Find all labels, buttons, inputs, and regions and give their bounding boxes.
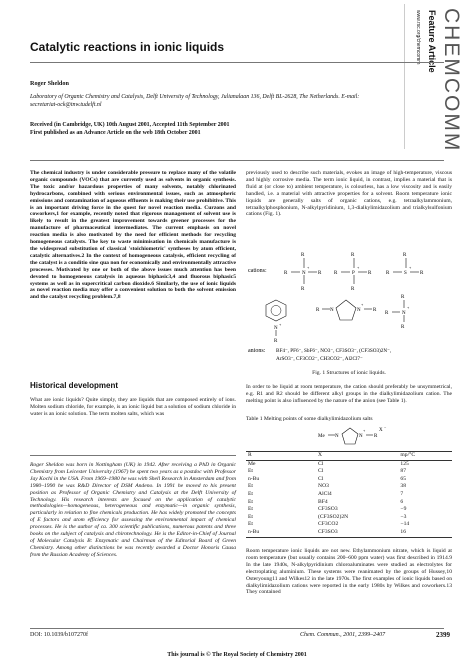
cell-mp: −9 xyxy=(400,506,407,513)
svg-text:N: N xyxy=(330,308,334,313)
svg-text:R: R xyxy=(301,253,305,258)
cell-r: Et xyxy=(248,506,253,513)
cell-x: (CF3SO2)2N xyxy=(318,513,349,520)
cell-x: Cl xyxy=(318,475,324,482)
published-line: First published as an Advance Article on the web 18th October 2001 xyxy=(30,129,201,136)
svg-text:+: + xyxy=(307,265,310,270)
abstract: The chemical industry is under considerable pressure to replace many of the volatile organic compounds (VOCs) that are currently used as solvents in organic synthesis. The toxic and/or hazardous properties of many solvents, notably chlorinated hydrocarbons, combined with serious environmental issues, such as atmospheric emissions and contamination of aqueous effluents is making their use prohibitive. This is an important driving force in the quest for novel reaction media. Curzons and coworkers,1 for example, recently noted that rigorous management of solvent use is likely to result in the greatest improvement towards greener processes for the manufacture of pharmaceutical intermediates. The current emphasis on novel reaction media is also motivated by the need for efficient methods for recycling homogeneous catalysts. The key to waste minimisation in chemicals manufacture is the widespread substitution of classical 'stoichiometric' syntheses by atom efficient, catalytic alternatives.2 In the context of homogeneous catalysis, efficient recycling of the catalyst is a conditio sine qua non for economically and environmentally attractive processes. Motivated by one or both of the above issues much attention has been devoted to homogeneous catalysis in aqueous biphasic3,4 and fluorous biphasic5 systems as well as in supercritical carbon dioxide.6 Similarly, the use of ionic liquids as novel reaction media may offer a convenient solution to both the solvent emission and the catalyst recycling problem.7,8 xyxy=(30,170,236,301)
ionic-liquid-structures xyxy=(246,248,452,364)
figure-1 xyxy=(246,248,452,364)
svg-text:R: R xyxy=(318,271,322,276)
cell-x: Cl xyxy=(318,460,324,467)
cell-r: n-Bu xyxy=(248,475,260,482)
cell-r: Et xyxy=(248,483,253,490)
body-paragraph: Room temperature ionic liquids are not new. Ethylammonium nitrate, which is liquid at room temperature (but usually contains 200–600 ppm water) was first described in 1914.9 In the late 1940s, N-alkylpyridinium chloroaluminates were studied as electrolytes for electroplating aluminium. These systems were reanimated by the groups of Hussey,10 Osteryoung11 and Wilkes12 in the late 1970s. The first examples of ionic liquids based on dialkylimidazolium cations were reported in the early 1980s by Wilkes and coworkers.13 They contained xyxy=(246,548,452,596)
svg-text:R: R xyxy=(403,253,407,258)
col-r: R xyxy=(248,452,252,458)
article-title: Catalytic reactions in ionic liquids xyxy=(30,40,225,54)
cell-x: Cl xyxy=(318,468,324,475)
cell-x: CF3SO3 xyxy=(318,506,338,513)
svg-text:+: + xyxy=(357,265,360,270)
svg-text:R: R xyxy=(274,339,278,344)
cell-r: Et xyxy=(248,498,253,505)
svg-text:N: N xyxy=(302,271,306,276)
svg-text:R: R xyxy=(420,271,424,276)
imidazolium-cation xyxy=(316,300,377,320)
svg-text:+: + xyxy=(279,322,282,327)
svg-text:R: R xyxy=(301,287,305,292)
cell-r: Et xyxy=(248,513,253,520)
table-row xyxy=(246,499,452,507)
svg-text:Me: Me xyxy=(318,434,325,439)
svg-text:R: R xyxy=(385,311,389,316)
doi[interactable]: DOI: 10.1039/b107270f xyxy=(30,632,88,638)
copyright-line: This journal is © The Royal Society of Chemistry 2001 xyxy=(167,652,307,658)
table-row xyxy=(246,476,452,484)
table-caption: Table 1 Melting points of some dialkylimidazolium salts xyxy=(246,416,373,422)
svg-text:N: N xyxy=(359,434,363,439)
divider xyxy=(30,62,444,63)
cell-mp: 65 xyxy=(400,475,407,482)
imidazolium-salt-structure xyxy=(246,424,452,450)
cations-label: cations: xyxy=(248,268,267,274)
cell-mp: 125 xyxy=(400,460,409,467)
table-row xyxy=(246,529,452,537)
table-row xyxy=(246,460,452,468)
cell-x: AlCl4 xyxy=(318,490,332,497)
phosphonium-cation xyxy=(334,253,372,292)
table-row xyxy=(246,514,452,522)
pyridinium-cation xyxy=(266,300,286,344)
cell-x: NO3 xyxy=(318,483,329,490)
svg-text:R: R xyxy=(351,253,355,258)
body-paragraph: previously used to describe such materials, evokes an image of high-temperature, viscous and highly corrosive media. The term ionic liquid, in contrast, implies a material that is fluid at (or close to) ambient temperature, is colourless, has a low viscosity and is easily handled, i.e. a material with attractive properties for a solvent. Room temperature ionic liquids are generally salts of organic cations, e.g. tetraalkylammonium, tetraalkylphosphonium, N-alkylpyridinium, 1,3-dialkylimidazolium and trialkylsulfonium cations (Fig. 1). xyxy=(246,170,452,218)
svg-text:N: N xyxy=(357,308,361,313)
cell-r: Me xyxy=(248,460,256,467)
sulfonium-cation xyxy=(386,253,424,276)
svg-text:N: N xyxy=(402,311,406,316)
table-row xyxy=(246,521,452,529)
divider xyxy=(30,160,444,161)
history-paragraph: What are ionic liquids? Quite simply, they are liquids that are composed entirely of ions. Molten sodium chloride, for example, is an ionic liquid but a solution of sodium chloride in water is an ionic solution. The term molten salts, which was xyxy=(30,397,236,417)
cell-mp: 7 xyxy=(400,490,404,497)
anions-list-2: ArSO3⁻, CF3CO2⁻, CH3CO2⁻, Al2Cl7⁻ xyxy=(276,356,363,362)
svg-text:−: − xyxy=(384,425,387,430)
col-x: X xyxy=(318,452,323,458)
cell-mp: 6 xyxy=(400,498,404,505)
cell-mp: −14 xyxy=(400,521,410,528)
cell-r: Et xyxy=(248,521,253,528)
table-row xyxy=(246,468,452,476)
cell-x: CF3SO3 xyxy=(318,528,338,535)
received-line: Received (in Cambridge, UK) 10th August 2001, Accepted 11th September 2001 xyxy=(30,122,230,128)
col-mp: mp/°C xyxy=(400,452,416,458)
melting-point-table xyxy=(246,451,452,538)
anions-label: anions: xyxy=(248,348,266,354)
table-row xyxy=(246,483,452,491)
svg-text:R: R xyxy=(401,325,405,330)
cell-mp: 16 xyxy=(400,528,407,535)
author-biography: Roger Sheldon was born in Nottingham (UK) in 1942. After receiving a PhD in Organic Chemistry from Leicester University (1967) he spent two years as a postdoc with Professor Jay Kochi in the USA. From 1969–1980 he was with Shell Research in Amsterdam and from 1980–1990 he was R&D Director of DSM Andeno. In 1991 he moved to his present position as Professor of Organic Chemistry and Catalysis at the Delft University of Technology. His research interests are focused on the application of catalytic methodologies—homogeneous, heterogeneous and enzymatic—in organic synthesis, particularly in relation to fine chemicals production. He has widely promoted the concepts of E factors and atom efficiency for assessing the environmental impact of chemical processes. He is the author of ca. 300 scientific publications, numerous patents and three books on the subject of catalysis and chirotechnology. He is the Editor-in-Chief of Journal of Molecular Catalysis B: Enzymatic and Chairman of the Editorial Board of Green Chemistry. Among other distinctions he was recently awarded a Doctor Honoris Causa from the Russian Academy of Sciences. xyxy=(30,462,237,558)
svg-text:+: + xyxy=(407,305,410,310)
svg-text:+: + xyxy=(409,265,412,270)
journal-url[interactable]: www.rsc.org/chemcomm xyxy=(415,10,421,65)
section-heading: Historical development xyxy=(30,381,119,390)
svg-text:R: R xyxy=(401,295,405,300)
figure-caption: Fig. 1 Structures of ionic liquids. xyxy=(312,370,386,376)
svg-text:N: N xyxy=(274,326,278,331)
table-row xyxy=(246,491,452,499)
alkylammonium-cation xyxy=(385,295,410,330)
svg-text:S: S xyxy=(404,271,407,276)
journal-reference: Chem. Commun., 2001, 2399–2407 xyxy=(300,632,386,638)
svg-text:R: R xyxy=(368,271,372,276)
svg-text:N: N xyxy=(335,434,339,439)
received-dates xyxy=(30,122,380,137)
body-paragraph: In order to be liquid at room temperature, the cation should preferably be unsymmetrical, e.g. R1 and R2 should be different alkyl groups in the dialkylimidazolium cation. The melting point is also influenced by the nature of the anion (see Table 1). xyxy=(246,384,452,404)
journal-brand: CHEMCOMM xyxy=(440,8,463,153)
author-name: Roger Sheldon xyxy=(30,80,69,87)
cell-x: CF3CO2 xyxy=(318,521,339,528)
cell-r: n-Bu xyxy=(248,528,260,535)
svg-text:R: R xyxy=(334,271,338,276)
svg-text:+: + xyxy=(363,428,366,433)
cell-mp: 87 xyxy=(400,468,407,475)
table-structure xyxy=(246,424,452,450)
table-header-row xyxy=(246,452,452,461)
svg-text:R: R xyxy=(374,434,378,439)
footer-divider xyxy=(30,628,444,629)
cell-mp: −3 xyxy=(400,513,407,520)
journal-sidebar xyxy=(404,4,471,153)
cell-mp: 38 xyxy=(400,483,407,490)
article-type: Feature Article xyxy=(427,10,437,73)
page-number: 2399 xyxy=(436,631,450,639)
svg-text:R: R xyxy=(284,271,288,276)
svg-text:R: R xyxy=(351,287,355,292)
cell-r: Et xyxy=(248,490,253,497)
svg-text:R: R xyxy=(386,271,390,276)
ammonium-cation xyxy=(284,253,322,292)
svg-text:R: R xyxy=(316,308,320,313)
table-row xyxy=(246,506,452,514)
anions-list-1: BF4⁻, PF6⁻, SbF6⁻, NO3⁻, CF3SO3⁻, (CF3SO3)2N⁻, xyxy=(276,348,392,354)
svg-text:+: + xyxy=(361,302,364,307)
cell-r: Et xyxy=(248,468,253,475)
author-affiliation: Laboratory of Organic Chemistry and Catalysis, Delft University of Technology, Julianalaan 136, Delft BL-2628, The Netherlands. E-mail: secretariat-ock@tnw.tudelft.nl xyxy=(30,94,360,108)
svg-text:R: R xyxy=(373,308,377,313)
svg-text:P: P xyxy=(352,271,355,276)
bio-divider xyxy=(30,455,236,456)
cell-x: BF4 xyxy=(318,498,328,505)
svg-text:X: X xyxy=(379,428,383,433)
